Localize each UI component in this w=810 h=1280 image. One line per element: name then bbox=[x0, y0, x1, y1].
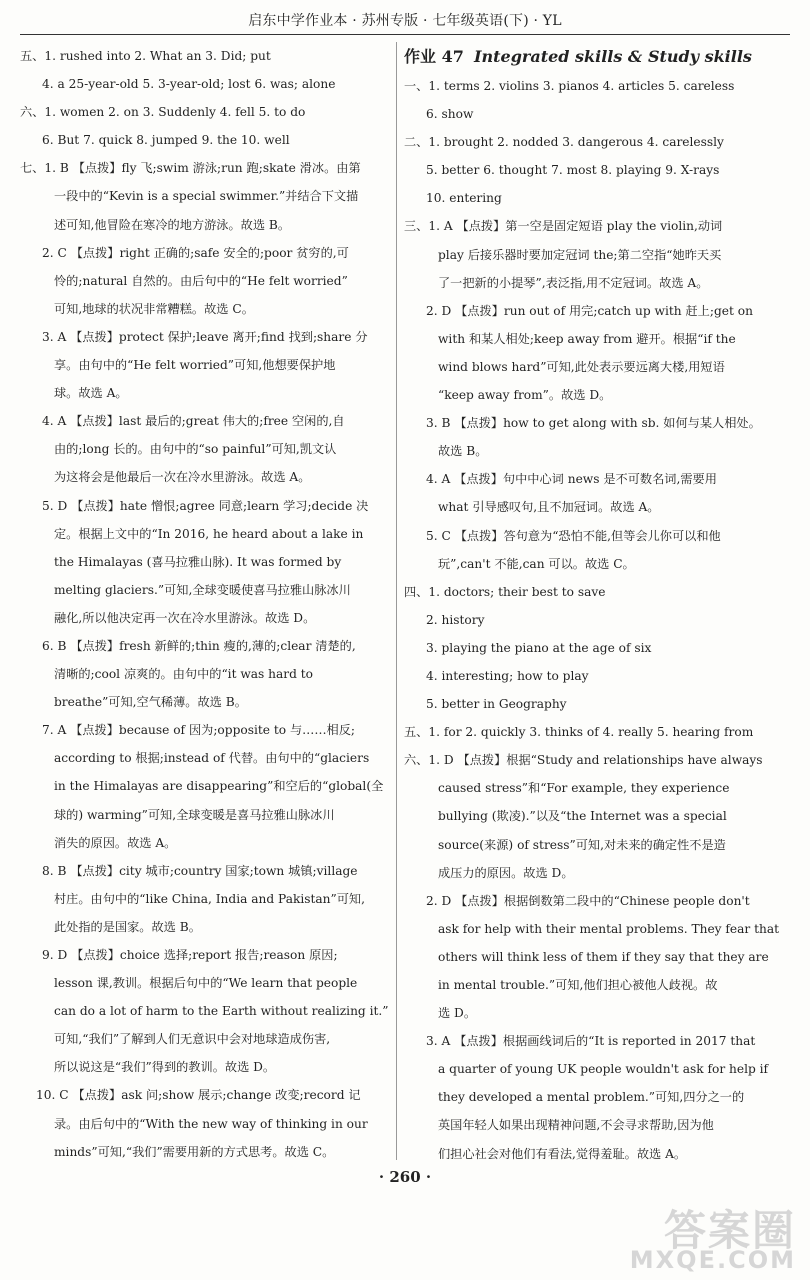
answer-line: “keep away from”。故选 D。 bbox=[438, 388, 612, 403]
answer-line: 可知,地球的状况非常糟糕。故选 C。 bbox=[54, 301, 254, 316]
page-header bbox=[0, 0, 810, 36]
answer-line: 由的;long 长的。由句中的“so painful”可知,凯文认 bbox=[54, 442, 337, 457]
answer-line: 可知,“我们”了解到人们无意识中会对地球造成伤害, bbox=[54, 1032, 331, 1047]
answer-line: in the Himalayas are disappearing”和空后的“global(全 bbox=[54, 779, 384, 794]
answer-line: 怜的;natural 自然的。由后句中的“He felt worried” bbox=[54, 273, 348, 288]
answer-line: 2. D 【点拨】根据倒数第二段中的“Chinese people don't bbox=[426, 893, 750, 908]
lesson-title: Integrated skills & Study skills bbox=[474, 47, 752, 66]
answer-line: 了一把新的小提琴”,表泛指,用不定冠词。故选 A。 bbox=[438, 275, 709, 290]
answer-line: 4. A 【点拨】句中中心词 news 是不可数名词,需要用 bbox=[426, 472, 717, 487]
answer-line: 七、1. B 【点拨】fly 飞;swim 游泳;run 跑;skate 滑冰。由第 bbox=[20, 161, 361, 176]
answer-line: what 引导感叹句,且不加冠词。故选 A。 bbox=[438, 500, 660, 515]
answer-line: 玩”,can't 不能,can 可以。故选 C。 bbox=[438, 556, 635, 571]
answer-line: 故选 B。 bbox=[438, 444, 488, 459]
answer-line: 定。根据上文中的“In 2016, he heard about a lake in bbox=[54, 526, 364, 541]
answer-line: melting glaciers.”可知,全球变暖使喜马拉雅山脉冰川 bbox=[54, 582, 351, 597]
answer-line: 三、1. A 【点拨】第一空是固定短语 play the violin,动词 bbox=[404, 219, 723, 234]
answer-line: 融化,所以他决定再一次在冷水里游泳。故选 D。 bbox=[54, 610, 316, 625]
answer-line: 3. B 【点拨】how to get along with sb. 如何与某人相处。 bbox=[426, 416, 761, 431]
answer-line: 英国年轻人如果出现精神问题,不会寻求帮助,因为他 bbox=[438, 1118, 714, 1133]
answer-line: 5. C 【点拨】答句意为“恐怕不能,但等会儿你可以和他 bbox=[426, 528, 721, 543]
answer-line: 六、1. D 【点拨】根据“Study and relationships have always bbox=[404, 753, 763, 768]
answer-line: 9. D 【点拨】choice 选择;report 报告;reason 原因; bbox=[42, 948, 338, 962]
answer-line: others will think less of them if they say that they are bbox=[438, 949, 769, 964]
answer-line: 消失的原因。故选 A。 bbox=[54, 835, 177, 850]
answer-line: wind blows hard”可知,此处表示要远离大楼,用短语 bbox=[438, 359, 725, 374]
answer-line: 6. show bbox=[426, 107, 474, 122]
answer-line: 3. A 【点拨】protect 保护;leave 离开;find 找到;share 分 bbox=[42, 329, 368, 344]
column-divider bbox=[396, 42, 397, 1160]
answer-line: lesson 课,教训。根据后句中的“We learn that people bbox=[54, 976, 358, 991]
answer-line: 2. history bbox=[426, 612, 485, 627]
answer-line: the Himalayas (喜马拉雅山脉). It was formed by bbox=[54, 554, 342, 569]
answer-line: 成压力的原因。故选 D。 bbox=[438, 865, 574, 880]
answer-line: 村庄。由句中的“like China, India and Pakistan”可知, bbox=[54, 891, 365, 906]
answer-line: with 和某人相处;keep away from 避开。根据“if the bbox=[438, 331, 736, 346]
answer-line: 球。故选 A。 bbox=[54, 386, 128, 401]
lesson-heading bbox=[404, 42, 784, 72]
answer-line: 五、1. for 2. quickly 3. thinks of 4. really 5. hearing from bbox=[404, 725, 754, 740]
answer-line: caused stress”和“For example, they experience bbox=[438, 781, 730, 796]
answer-line: 们担心社会对他们有看法,觉得羞耻。故选 A。 bbox=[438, 1146, 687, 1161]
answer-line: 8. B 【点拨】city 城市;country 国家;town 城镇;village bbox=[42, 863, 358, 878]
answer-line: in mental trouble.”可知,他们担心被他人歧视。故 bbox=[438, 978, 718, 992]
answer-line: 2. C 【点拨】right 正确的;safe 安全的;poor 贫穷的,可 bbox=[42, 245, 349, 260]
answer-line: ask for help with their mental problems. They fear that bbox=[438, 921, 780, 936]
answer-line: 10. C 【点拨】ask 问;show 展示;change 改变;record 记 bbox=[36, 1088, 361, 1103]
answer-line: 四、1. doctors; their best to save bbox=[404, 584, 606, 599]
answer-line: 4. a 25-year-old 5. 3-year-old; lost 6. was; alone bbox=[42, 77, 336, 92]
answer-line: source(来源) of stress”可知,对未来的确定性不是造 bbox=[438, 837, 726, 852]
watermark-top: 答案圈 bbox=[663, 1206, 796, 1255]
answer-line: breathe”可知,空气稀薄。故选 B。 bbox=[54, 695, 247, 710]
answer-line: 六、1. women 2. on 3. Suddenly 4. fell 5. to do bbox=[20, 105, 306, 120]
answer-line: according to 根据;instead of 代替。由句中的“glaciers bbox=[54, 751, 370, 766]
answer-line: 享。由句中的“He felt worried”可知,他想要保护地 bbox=[54, 358, 336, 373]
answer-line: play 后接乐器时要加定冠词 the;第二空指“她昨天买 bbox=[438, 247, 722, 262]
answer-line: 6. B 【点拨】fresh 新鲜的;thin 瘦的,薄的;clear 清楚的, bbox=[42, 638, 356, 653]
answer-line: 五、1. rushed into 2. What an 3. Did; put bbox=[20, 49, 271, 63]
answer-line: 6. But 7. quick 8. jumped 9. the 10. well bbox=[42, 133, 290, 148]
answer-line: 10. entering bbox=[426, 191, 502, 206]
watermark-logo bbox=[629, 1198, 796, 1278]
answer-line: 二、1. brought 2. nodded 3. dangerous 4. carelessly bbox=[404, 135, 724, 150]
answer-line: 5. better 6. thought 7. most 8. playing 9. X-rays bbox=[426, 163, 720, 178]
answer-line: bullying (欺凌).”以及“the Internet was a special bbox=[438, 809, 727, 824]
answer-line: minds”可知,“我们”需要用新的方式思考。故选 C。 bbox=[54, 1144, 335, 1159]
answer-line: 5. D 【点拨】hate 憎恨;agree 同意;learn 学习;decide 决 bbox=[42, 498, 369, 513]
answer-line: 7. A 【点拨】because of 因为;opposite to 与……相反; bbox=[42, 723, 355, 738]
answer-line: 3. A 【点拨】根据画线词后的“It is reported in 2017 that bbox=[426, 1034, 756, 1049]
answer-line: 2. D 【点拨】run out of 用完;catch up with 赶上;get on bbox=[426, 303, 753, 318]
answer-line: 一、1. terms 2. violins 3. pianos 4. articles 5. careless bbox=[404, 79, 735, 93]
answer-line: 清晰的;cool 凉爽的。由句中的“it was hard to bbox=[54, 667, 314, 682]
answer-line: 所以说这是“我们”得到的教训。故选 D。 bbox=[54, 1060, 276, 1075]
answer-line: can do a lot of harm to the Earth without realizing it.” bbox=[54, 1004, 389, 1019]
page-number: · 260 · bbox=[378, 1168, 432, 1186]
answer-line: 4. interesting; how to play bbox=[426, 668, 589, 683]
answer-line: 选 D。 bbox=[438, 1006, 477, 1021]
answer-line: 4. A 【点拨】last 最后的;great 伟大的;free 空闲的,自 bbox=[42, 414, 345, 429]
header-title: 启东中学作业本 · 苏州专版 · 七年级英语(下) · YL bbox=[248, 13, 562, 29]
answer-line: 述可知,他冒险在寒冷的地方游泳。故选 B。 bbox=[54, 217, 291, 232]
answer-line: 一段中的“Kevin is a special swimmer.”并结合下文描 bbox=[54, 189, 359, 204]
answer-line: a quarter of young UK people wouldn't ask for help if bbox=[438, 1062, 769, 1077]
answer-line: 5. better in Geography bbox=[426, 697, 567, 712]
answer-line: 3. playing the piano at the age of six bbox=[426, 640, 652, 655]
header-rule bbox=[20, 34, 790, 35]
right-column bbox=[404, 42, 784, 1168]
answer-line: 此处指的是国家。故选 B。 bbox=[54, 919, 201, 934]
answer-line: 为这将会是他最后一次在冷水里游泳。故选 A。 bbox=[54, 470, 311, 485]
left-column bbox=[20, 42, 390, 1166]
answer-line: 录。由后句中的“With the new way of thinking in our bbox=[54, 1116, 368, 1131]
lesson-number: 作业 47 bbox=[404, 47, 464, 66]
watermark-bottom: MXQE.COM bbox=[629, 1246, 796, 1274]
answer-line: 球的) warming”可知,全球变暖是喜马拉雅山脉冰川 bbox=[54, 807, 335, 822]
answer-line: they developed a mental problem.”可知,四分之一的 bbox=[438, 1090, 745, 1105]
